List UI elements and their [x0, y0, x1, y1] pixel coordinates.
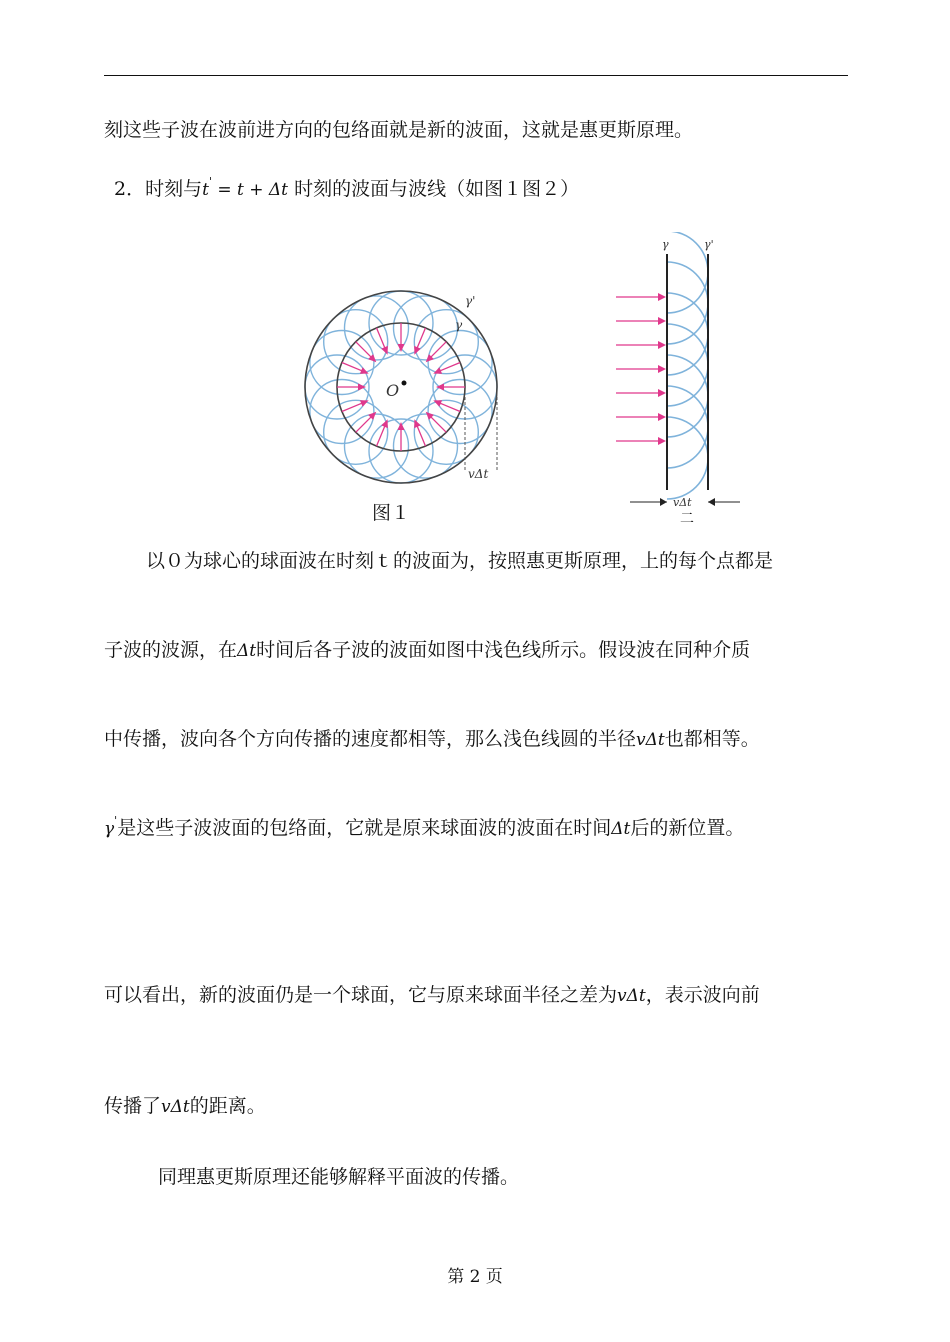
- ray-arrow: [438, 363, 460, 372]
- plane-wavelet-arc: [667, 417, 708, 499]
- gamma-prime-label: γ': [704, 238, 714, 251]
- plane-wavelet-arc: [667, 386, 708, 468]
- figure-1-spherical-wave: [300, 282, 500, 492]
- outer-wavefront-circle: [305, 291, 497, 483]
- ray-arrow: [377, 328, 386, 350]
- p2-prefix: 2．时刻与: [114, 178, 203, 200]
- ray-arrow: [416, 328, 425, 350]
- paragraph-2: [114, 176, 579, 205]
- ray-arrow: [356, 342, 373, 359]
- ray-arrow: [342, 402, 364, 411]
- outer-wave-label: γ': [465, 294, 476, 308]
- figure-1-caption: 图１: [372, 502, 411, 524]
- ray-arrow: [429, 415, 446, 432]
- plane-wavelet-arc: [667, 293, 708, 375]
- delta-t-math: Δt: [237, 641, 257, 661]
- gamma-prime-math: γ': [104, 814, 118, 839]
- p2-suffix: 时刻的波面与波线（如图１图２）: [294, 178, 580, 200]
- ray-arrow: [356, 415, 373, 432]
- paragraph-5: 中传播，波向各个方向传播的速度都相等，那么浅色线圆的半径vΔt也都相等。: [104, 728, 760, 750]
- distance-label: vΔt: [468, 467, 489, 481]
- header-rule: [104, 75, 848, 76]
- paragraph-1: 刻这些子波在波前进方向的包络面就是新的波面，这就是惠更斯原理。: [104, 119, 694, 141]
- inner-wave-label: γ: [455, 318, 463, 332]
- gamma-label: γ: [662, 238, 669, 251]
- plane-ray-arrowhead: [658, 293, 666, 301]
- ray-arrow: [416, 424, 425, 446]
- ray-arrow: [429, 342, 446, 359]
- paragraph-7: 可以看出，新的波面仍是一个球面，它与原来球面半径之差为vΔt，表示波向前: [104, 984, 760, 1006]
- plane-ray-arrowhead: [658, 413, 666, 421]
- page-number: 第 2 页: [447, 1267, 503, 1287]
- paragraph-4: 子波的波源，在Δt时间后各子波的波面如图中浅色线所示。假设波在同种介质: [104, 639, 751, 661]
- ray-arrow: [377, 424, 386, 446]
- figure-2-plane-wave: [610, 232, 750, 524]
- plane-distance-label: vΔt: [673, 496, 692, 509]
- plane-wavelet-arc: [667, 355, 708, 437]
- plane-ray-arrowhead: [658, 365, 666, 373]
- figure-2-caption: 二: [680, 511, 694, 527]
- plane-wavelet-arc: [667, 324, 708, 406]
- ray-arrow: [438, 402, 460, 411]
- plane-ray-arrowhead: [658, 389, 666, 397]
- paragraph-6: γ'是这些子波波面的包络面，它就是原来球面波的波面在时间Δt后的新位置。: [104, 814, 745, 839]
- paragraph-9: 同理惠更斯原理还能够解释平面波的传播。: [158, 1166, 520, 1188]
- plane-ray-arrowhead: [658, 437, 666, 445]
- plane-wavelet-arc: [667, 262, 708, 344]
- v-delta-t-math: vΔt: [636, 730, 665, 750]
- plane-ray-arrowhead: [658, 341, 666, 349]
- center-point: [402, 381, 407, 386]
- ray-arrow: [342, 363, 364, 372]
- paragraph-8: 传播了vΔt的距离。: [104, 1095, 266, 1117]
- t-prime-math: t' = t + Δt: [202, 175, 289, 200]
- plane-wavelet-arc: [667, 232, 708, 313]
- plane-ray-arrowhead: [658, 317, 666, 325]
- paragraph-3: 以０为球心的球面波在时刻ｔ的波面为，按照惠更斯原理，上的每个点都是: [146, 550, 774, 572]
- center-label: O: [386, 381, 400, 400]
